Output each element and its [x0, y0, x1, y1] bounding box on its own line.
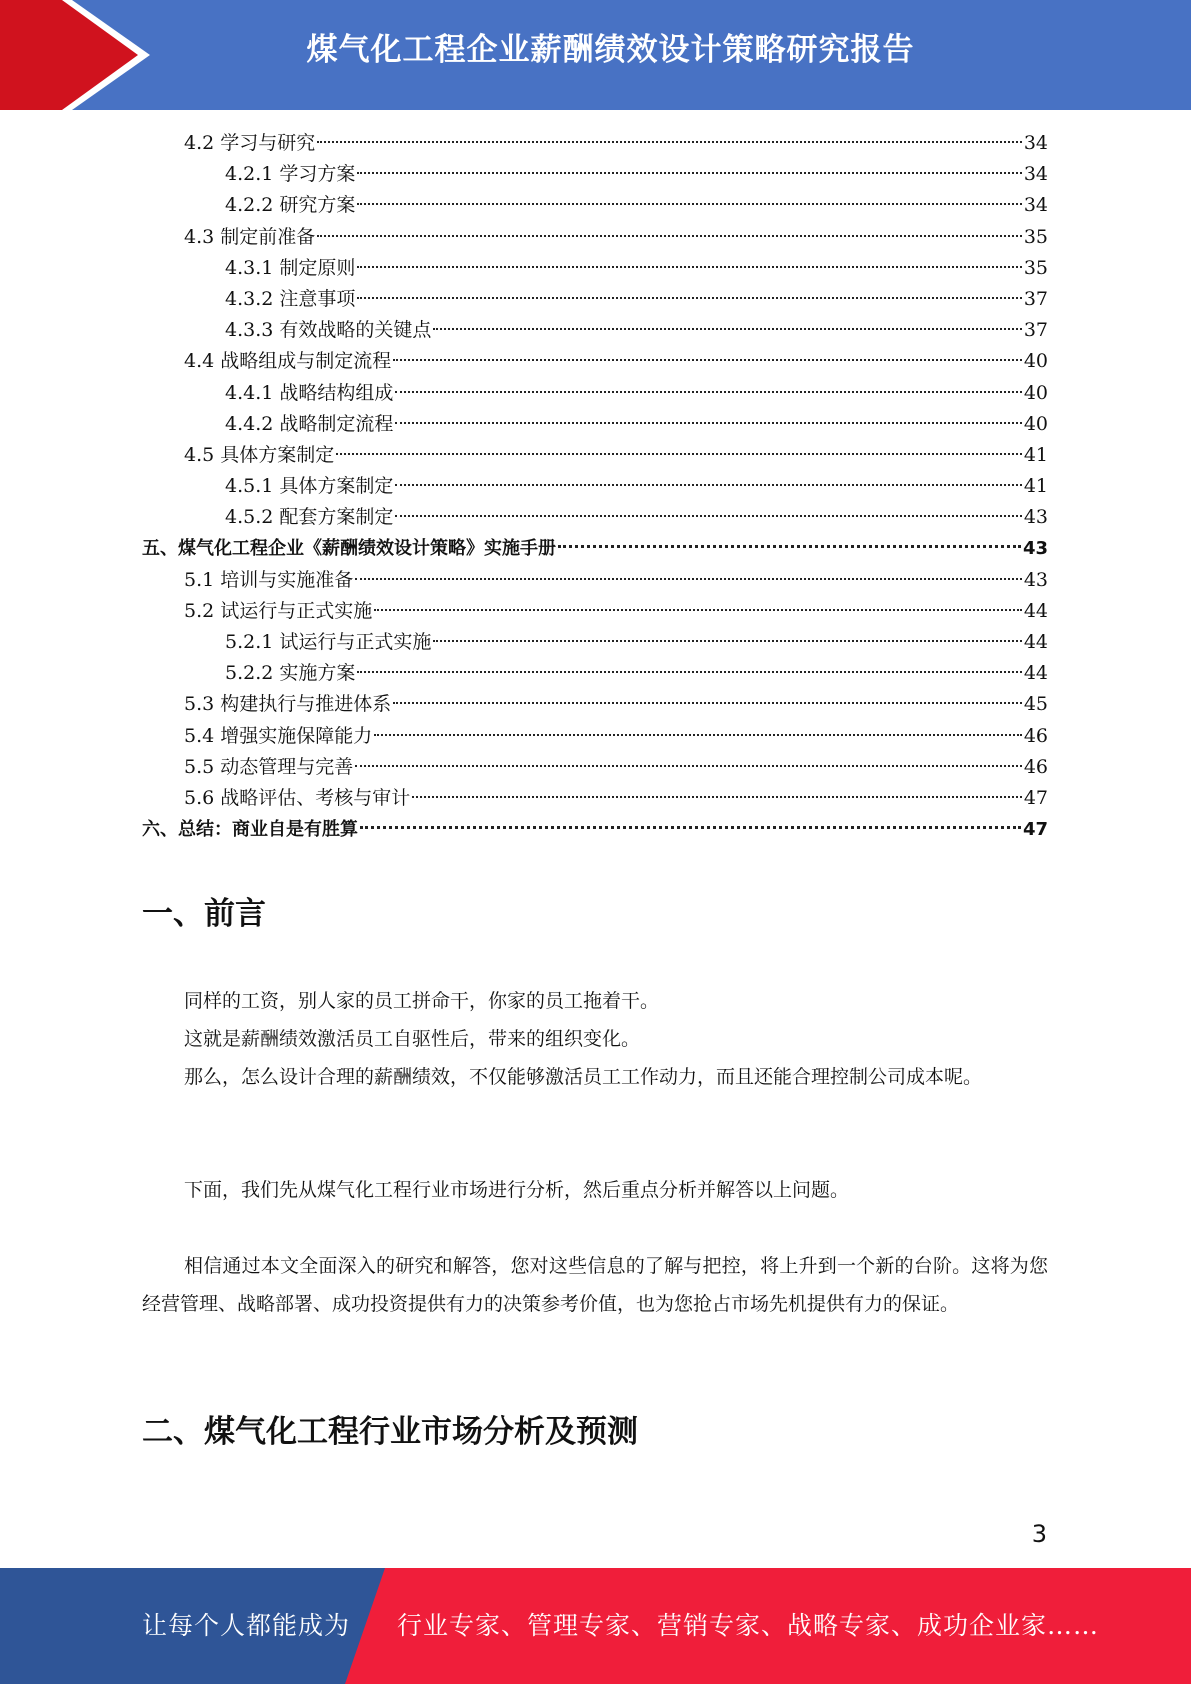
toc-entry[interactable] [142, 627, 1048, 658]
toc-entry-page: 35 [1023, 256, 1048, 279]
toc-entry-title: 4.3.2 注意事项 [225, 287, 356, 310]
toc-entry-title: 4.2.1 学习方案 [225, 163, 356, 186]
toc-entry[interactable] [142, 471, 1048, 502]
toc-entry[interactable] [142, 721, 1048, 752]
toc-entry-page: 37 [1023, 287, 1048, 310]
toc-entry-title: 4.5.2 配套方案制定 [225, 506, 394, 529]
toc-entry-title: 5.2.1 试运行与正式实施 [225, 631, 432, 653]
toc-entry[interactable] [142, 502, 1048, 533]
toc-entry[interactable] [142, 689, 1048, 720]
toc-entry-title: 五、煤气化工程企业《薪酬绩效设计策略》实施手册 [142, 538, 556, 560]
toc-dot-leader [558, 545, 1021, 548]
toc-entry-page: 47 [1023, 786, 1048, 809]
toc-entry[interactable] [142, 315, 1048, 346]
toc-entry-page: 34 [1023, 194, 1048, 217]
page-header [0, 0, 1191, 110]
toc-entry-page: 44 [1023, 662, 1048, 685]
toc-dot-leader [357, 297, 1021, 299]
toc-entry-title: 5.5 动态管理与完善 [184, 755, 354, 778]
toc-entry[interactable] [142, 284, 1048, 315]
toc-dot-leader [433, 328, 1021, 330]
toc-entry-page: 46 [1023, 724, 1048, 747]
toc-entry-title: 六、总结：商业自是有胜算 [142, 819, 358, 841]
toc-entry[interactable] [142, 409, 1048, 440]
toc-entry-page: 45 [1023, 693, 1048, 716]
toc-entry-page: 46 [1023, 755, 1048, 778]
toc-entry-title: 5.6 战略评估、考核与审计 [184, 786, 411, 809]
toc-entry-title: 4.2 学习与研究 [184, 132, 316, 154]
toc-entry-title: 4.4 战略组成与制定流程 [184, 350, 392, 373]
toc-entry-page: 44 [1023, 599, 1048, 622]
paragraph: 相信通过本文全面深入的研究和解答，您对这些信息的了解与把控，将上升到一个新的台阶。这将为您经营管理、战略部署、成功投资提供有力的决策参考价值，也为您抢占市场先机提供有力的保证。 [142, 1255, 1048, 1315]
paragraph: 这就是薪酬绩效激活员工自驱性后，带来的组织变化。 [184, 1028, 641, 1050]
toc-dot-leader [357, 203, 1021, 205]
toc-entry[interactable] [142, 814, 1048, 845]
toc-entry-page: 35 [1023, 225, 1048, 248]
toc-entry-title: 4.2.2 研究方案 [225, 194, 356, 217]
toc-entry-title: 4.5.1 具体方案制定 [225, 475, 394, 498]
paragraph: 同样的工资，别人家的员工拼命干，你家的员工拖着干。 [184, 990, 660, 1012]
toc-dot-leader [336, 453, 1022, 455]
toc-entry-page: 43 [1023, 568, 1048, 591]
toc-entry-page: 43 [1022, 538, 1048, 560]
toc-dot-leader [357, 671, 1021, 673]
toc-entry[interactable] [142, 222, 1048, 253]
toc-entry-title: 4.3.1 制定原则 [225, 256, 356, 279]
page-number: 3 [1031, 1520, 1047, 1548]
toc-entry[interactable] [142, 565, 1048, 596]
toc-entry[interactable] [142, 596, 1048, 627]
toc-dot-leader [357, 266, 1021, 268]
toc-entry-page: 43 [1023, 506, 1048, 529]
toc-dot-leader [412, 796, 1022, 798]
toc-dot-leader [393, 359, 1022, 361]
toc-dot-leader [395, 515, 1021, 517]
section-heading-market-analysis: 二、煤气化工程行业市场分析及预测 [142, 1414, 638, 1450]
toc-dot-leader [395, 422, 1021, 424]
footer-slogan-right: 行业专家、管理专家、营销专家、战略专家、成功企业家…… [397, 1611, 1100, 1640]
paragraph: 下面，我们先从煤气化工程行业市场进行分析，然后重点分析并解答以上问题。 [184, 1179, 850, 1201]
page-footer [0, 1568, 1191, 1684]
toc-entry-page: 37 [1023, 319, 1048, 342]
toc-dot-leader [395, 391, 1021, 393]
toc-dot-leader [374, 734, 1022, 736]
toc-entry-page: 40 [1023, 350, 1048, 373]
toc-entry-page: 40 [1023, 412, 1048, 435]
toc-dot-leader [395, 484, 1021, 486]
paragraph: 那么，怎么设计合理的薪酬绩效，不仅能够激活员工工作动力，而且还能合理控制公司成本呢。 [184, 1066, 983, 1088]
section-heading-preface: 一、前言 [142, 896, 266, 932]
toc-entry[interactable] [142, 190, 1048, 221]
toc-entry-title: 5.4 增强实施保障能力 [184, 724, 373, 747]
toc-entry-title: 4.5 具体方案制定 [184, 443, 335, 466]
toc-entry[interactable] [142, 346, 1048, 377]
toc-entry-title: 4.4.2 战略制定流程 [225, 412, 394, 435]
toc-entry-page: 34 [1023, 163, 1048, 186]
toc-entry-title: 4.3.3 有效战略的关键点 [225, 319, 432, 342]
toc-entry[interactable] [142, 378, 1048, 409]
toc-dot-leader [374, 609, 1022, 611]
toc-dot-leader [355, 578, 1022, 580]
footer-slogan-left: 让每个人都能成为 [142, 1611, 351, 1640]
toc-entry[interactable] [142, 159, 1048, 190]
toc-entry[interactable] [142, 658, 1048, 689]
toc-entry[interactable] [142, 752, 1048, 783]
toc-entry[interactable] [142, 440, 1048, 471]
header-chevron-icon [0, 0, 150, 110]
toc-entry-title: 4.3 制定前准备 [184, 225, 316, 248]
toc-dot-leader [393, 702, 1022, 704]
toc-entry-title: 5.2 试运行与正式实施 [184, 599, 373, 622]
toc-dot-leader [355, 765, 1022, 767]
table-of-contents [142, 128, 1048, 845]
toc-entry-title: 4.4.1 战略结构组成 [225, 381, 394, 404]
toc-entry-title: 5.1 培训与实施准备 [184, 568, 354, 591]
toc-dot-leader [317, 141, 1022, 143]
toc-dot-leader [360, 826, 1021, 829]
toc-dot-leader [433, 640, 1021, 642]
toc-entry-page: 34 [1023, 132, 1048, 154]
toc-entry-title: 5.2.2 实施方案 [225, 662, 356, 685]
toc-entry-page: 41 [1023, 475, 1048, 498]
toc-entry[interactable] [142, 253, 1048, 284]
toc-entry[interactable] [142, 533, 1048, 564]
toc-entry-page: 41 [1023, 443, 1048, 466]
toc-entry-title: 5.3 构建执行与推进体系 [184, 693, 392, 716]
toc-entry[interactable] [142, 783, 1048, 814]
toc-entry-page: 40 [1023, 381, 1048, 404]
document-title: 煤气化工程企业薪酬绩效设计策略研究报告 [306, 32, 915, 68]
toc-entry[interactable] [142, 128, 1048, 159]
toc-entry-page: 44 [1023, 631, 1048, 653]
toc-entry-page: 47 [1022, 819, 1048, 841]
toc-dot-leader [357, 172, 1021, 174]
toc-dot-leader [317, 235, 1022, 237]
